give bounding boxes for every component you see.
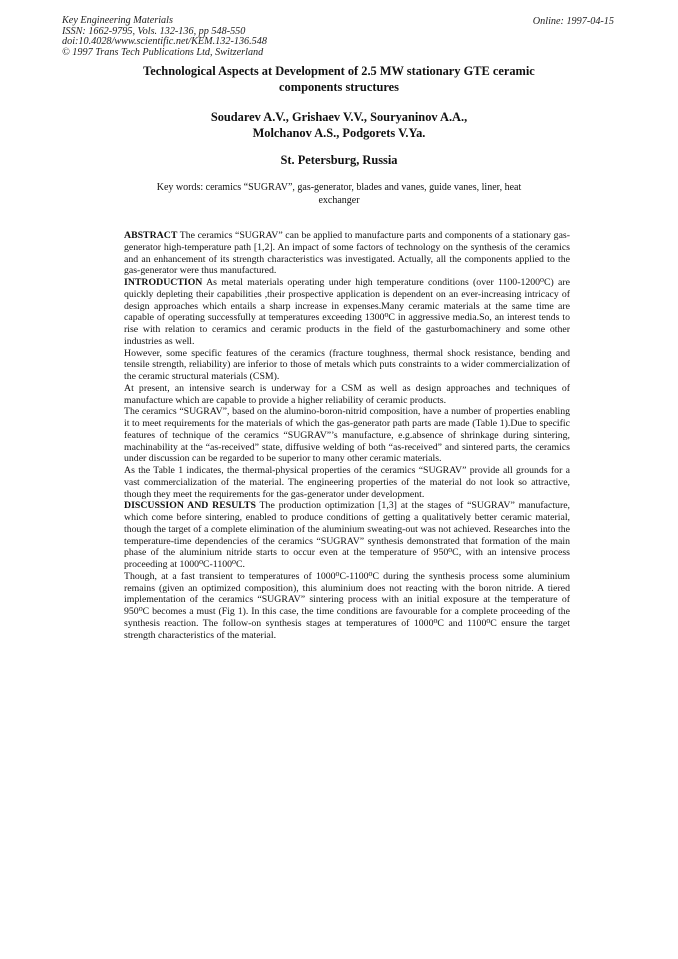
online-date: Online: 1997-04-15 [532,16,614,27]
discussion-text: The production optimization [1,3] at the stages of “SUGRAV” manufacture, which come before sintering, enabled to produce conditions of getting a qualitatively better ceramic material, though the target of a complete elimination of the aluminium sweating-out was not achieved. Researches into the temperature-time dependencies of the ceramics “SUGRAV” synthesis demonstrated that formation of the main phase of the aluminium nitride starts to occur even at the temperature of 950⁰C, with an intensive process proceeding at 1000⁰C-1100⁰C. [124,500,570,570]
authors-line-2: Molchanov A.S., Podgorets V.Ya. [252,126,426,140]
keywords [140,182,538,208]
title-line-2: components structures [279,80,399,94]
paragraph-at-present: At present, an intensive search is underway for a CSM as well as design approaches and techniques of manufacture which are capable to provide a higher reliability of ceramic products. [124,382,570,406]
abstract-heading: ABSTRACT [124,230,178,241]
abstract-paragraph [124,230,570,277]
title-line-1: Technological Aspects at Development of 2.5 MW stationary GTE ceramic [143,64,535,78]
issn-line: ISSN: 1662-9795, Vols. 132-136, pp 548-550 [62,25,246,37]
discussion-paragraph [124,500,570,571]
authors-line-1: Soudarev A.V., Grishaev V.V., Souryaninov A.A., [210,110,468,124]
body-text [124,230,570,641]
copyright-line: © 1997 Trans Tech Publications Ltd, Switzerland [62,46,264,58]
introduction-text: As metal materials operating under high temperature conditions (over 1100-1200⁰C) are quickly depleting their capabilities ,their prospective application is dependent on an ever-increasing intricacy of design approaches which entails a sharp increase in expenses.Many ceramic materials at the same time are capable of operating successfully at temperatures exceeding 1300⁰C in aggressive media.So, an interest tends to rise with relation to ceramics and ceramic products in the field of the gasturbomachinery and some other industries as well. [124,277,570,347]
author-list [100,109,578,141]
abstract-text: The ceramics “SUGRAV” can be applied to manufacture parts and components of a stationary gas-generator high-temperature path [1,2]. An impact of some factors of technology on the synthesis of the ceramics and an enhancement of its strength characteristics was investigated. Actually, all the components applied to the gas-generator were thus manufactured. [124,230,570,277]
affiliation: St. Petersburg, Russia [280,153,398,167]
paragraph-though: Though, at a fast transient to temperatures of 1000⁰C-1100⁰C during the synthesis process some aluminium remains (given an optimized composition), this aluminium does not reacting with the boron nitride. A tiered implementation of the ceramics “SUGRAV” sintering process with an initial exposure at the temperature of 950⁰C becomes a must (Fig 1). In this case, the time conditions are favourable for a complete proceeding of the synthesis reaction. The follow-on synthesis stages at temperatures of 1000⁰C and 1100⁰C ensure the target strength characteristics of the material. [124,570,570,641]
keywords-line-2: exchanger [318,194,360,206]
paragraph-however: However, some specific features of the ceramics (fracture toughness, thermal shock resistance, bending and tensile strength, reliability) are inferior to those of metals which puts constraints to a wider commercialization of the ceramic structural materials (CSM). [124,347,570,382]
paragraph-table-1: As the Table 1 indicates, the thermal-physical properties of the ceramics “SUGRAV” provide all grounds for a vast commercialization of the material. The engineering properties of the material do not look so attractive, though they meet the requirements for the gas-generator under development. [124,465,570,500]
journal-header [62,16,267,58]
paragraph-sugrav: The ceramics “SUGRAV”, based on the alumino-boron-nitrid composition, have a number of properties enabling it to meet requirements for the materials of which the gas-generator path parts are made (Table 1).Due to specific features of technique of the ceramics “SUGRAV”’s manufacture, e.g.absence of shrinkage during sintering, machinability at the “as-received” state, diffusive welding of both “as-received” and sintered parts, the ceramics under discussion can be regarded to be superior to many other ceramic materials. [124,406,570,465]
keywords-line-1: Key words: ceramics “SUGRAV”, gas-generator, blades and vanes, guide vanes, liner, heat [156,182,522,193]
doi-line: doi:10.4028/www.scientific.net/KEM.132-136.548 [62,36,267,48]
introduction-paragraph [124,277,570,348]
introduction-heading: INTRODUCTION [124,277,203,288]
paper-title [100,63,578,95]
journal-name: Key Engineering Materials [62,15,173,26]
discussion-heading: DISCUSSION AND RESULTS [124,500,256,512]
